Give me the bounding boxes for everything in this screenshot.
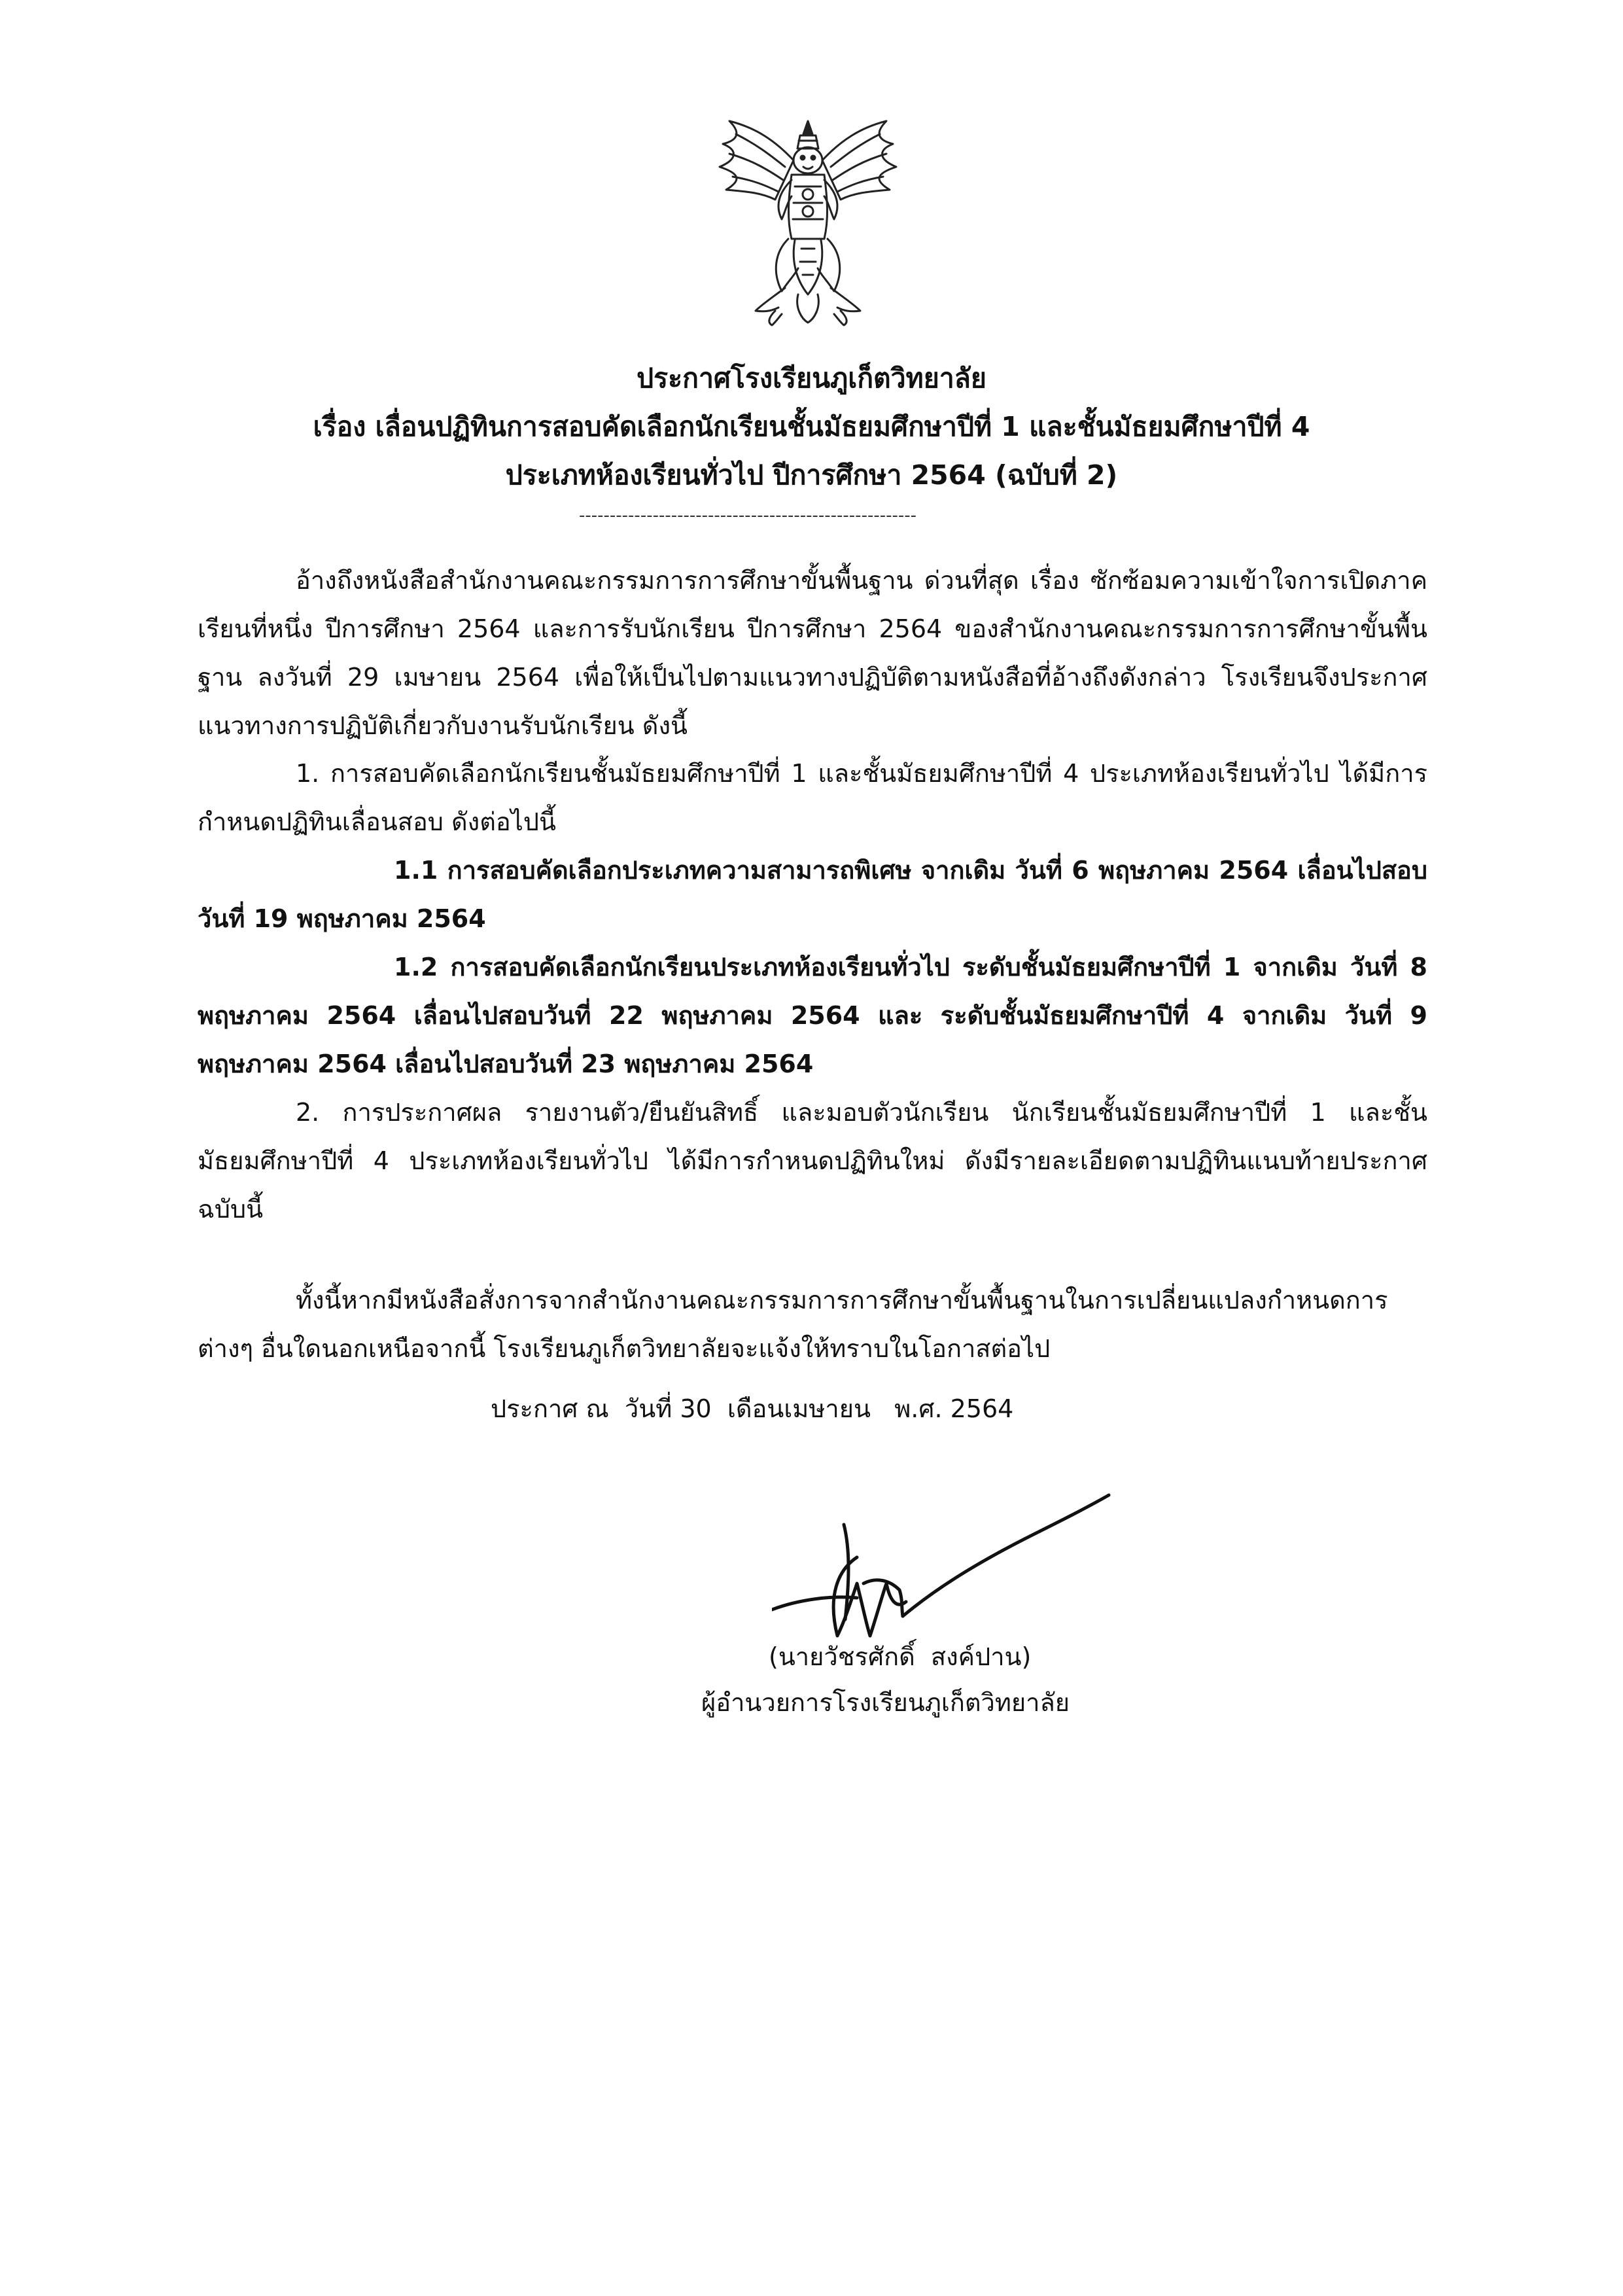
garuda-emblem-icon bbox=[710, 115, 906, 327]
item-2-paragraph: 2. การประกาศผล รายงานตัว/ยืนยันสิทธิ์ และมอบตัวนักเรียน นักเรียนชั้นมัธยมศึกษาปีที่ 1 และชั้นมัธยมศึกษาปีที่ 4 ประเภทห้องเรียนทั่วไป ได้มีการกำหนดปฏิทินใหม่ ดังมีรายละเอียดตามปฏิทินแนบท้ายประกาศฉบับนี้ bbox=[198, 1098, 1427, 1224]
item-1-1-paragraph: 1.1 การสอบคัดเลือกประเภทความสามารถพิเศษ จากเดิม วันที่ 6 พฤษภาคม 2564 เลื่อนไปสอบ วันที่ 19 พฤษภาคม 2564 bbox=[198, 856, 1427, 933]
signer-position: ผู้อำนวยการโรงเรียนภูเก็ตวิทยาลัย bbox=[701, 1688, 1070, 1717]
announcement-subject-continued: ประเภทห้องเรียนทั่วไป ปีการศึกษา 2564 (ฉบับที่ 2) bbox=[505, 459, 1118, 491]
announcement-title: ประกาศโรงเรียนภูเก็ตวิทยาลัย bbox=[637, 362, 986, 394]
announcement-subject: เรื่อง เลื่อนปฏิทินการสอบคัดเลือกนักเรียนชั้นมัธยมศึกษาปีที่ 1 และชั้นมัธยมศึกษาปีที่ 4 bbox=[313, 411, 1310, 442]
item-1-2-paragraph: 1.2 การสอบคัดเลือกนักเรียนประเภทห้องเรียนทั่วไป ระดับชั้นมัธยมศึกษาปีที่ 1 จากเดิม วันที่ 8 พฤษภาคม 2564 เลื่อนไปสอบวันที่ 22 พฤษภาคม 2564 และ ระดับชั้นมัธยมศึกษาปีที่ 4 จากเดิม วันที่ 9 พฤษภาคม 2564 เลื่อนไปสอบวันที่ 23 พฤษภาคม 2564 bbox=[198, 953, 1427, 1078]
intro-paragraph: อ้างถึงหนังสือสำนักงานคณะกรรมการการศึกษาขั้นพื้นฐาน ด่วนที่สุด เรื่อง ซักซ้อมความเข้าใจการเปิดภาคเรียนที่หนึ่ง ปีการศึกษา 2564 และการรับนักเรียน ปีการศึกษา 2564 ของสำนักงานคณะกรรมการการศึกษาขั้นพื้นฐาน ลงวันที่ 29 เมษายน 2564 เพื่อให้เป็นไปตามแนวทางปฏิบัติตามหนังสือที่อ้างถึงดังกล่าว โรงเรียนจึงประกาศแนวทางการปฏิบัติเกี่ยวกับงานรับนักเรียน ดังนี้ bbox=[198, 566, 1427, 740]
title-divider: ------------------------------------------------------- bbox=[579, 506, 917, 525]
announcement-date: ประกาศ ณ วันที่ 30 เดือนเมษายน พ.ศ. 2564 bbox=[491, 1394, 1014, 1423]
signer-name: (นายวัชรศักดิ์ สงค์ปาน) bbox=[769, 1642, 1032, 1671]
closing-paragraph: ทั้งนี้หากมีหนังสือสั่งการจากสำนักงานคณะกรรมการการศึกษาขั้นพื้นฐานในการเปลี่ยนแปลงกำหนดการต่างๆ อื่นใดนอกเหนือจากนี้ โรงเรียนภูเก็ตวิทยาลัยจะแจ้งให้ทราบในโอกาสต่อไป bbox=[198, 1286, 1388, 1363]
item-1-paragraph: 1. การสอบคัดเลือกนักเรียนชั้นมัธยมศึกษาปีที่ 1 และชั้นมัธยมศึกษาปีที่ 4 ประเภทห้องเรียนทั่วไป ได้มีการกำหนดปฏิทินเลื่อนสอบ ดังต่อไปนี้ bbox=[198, 759, 1427, 836]
